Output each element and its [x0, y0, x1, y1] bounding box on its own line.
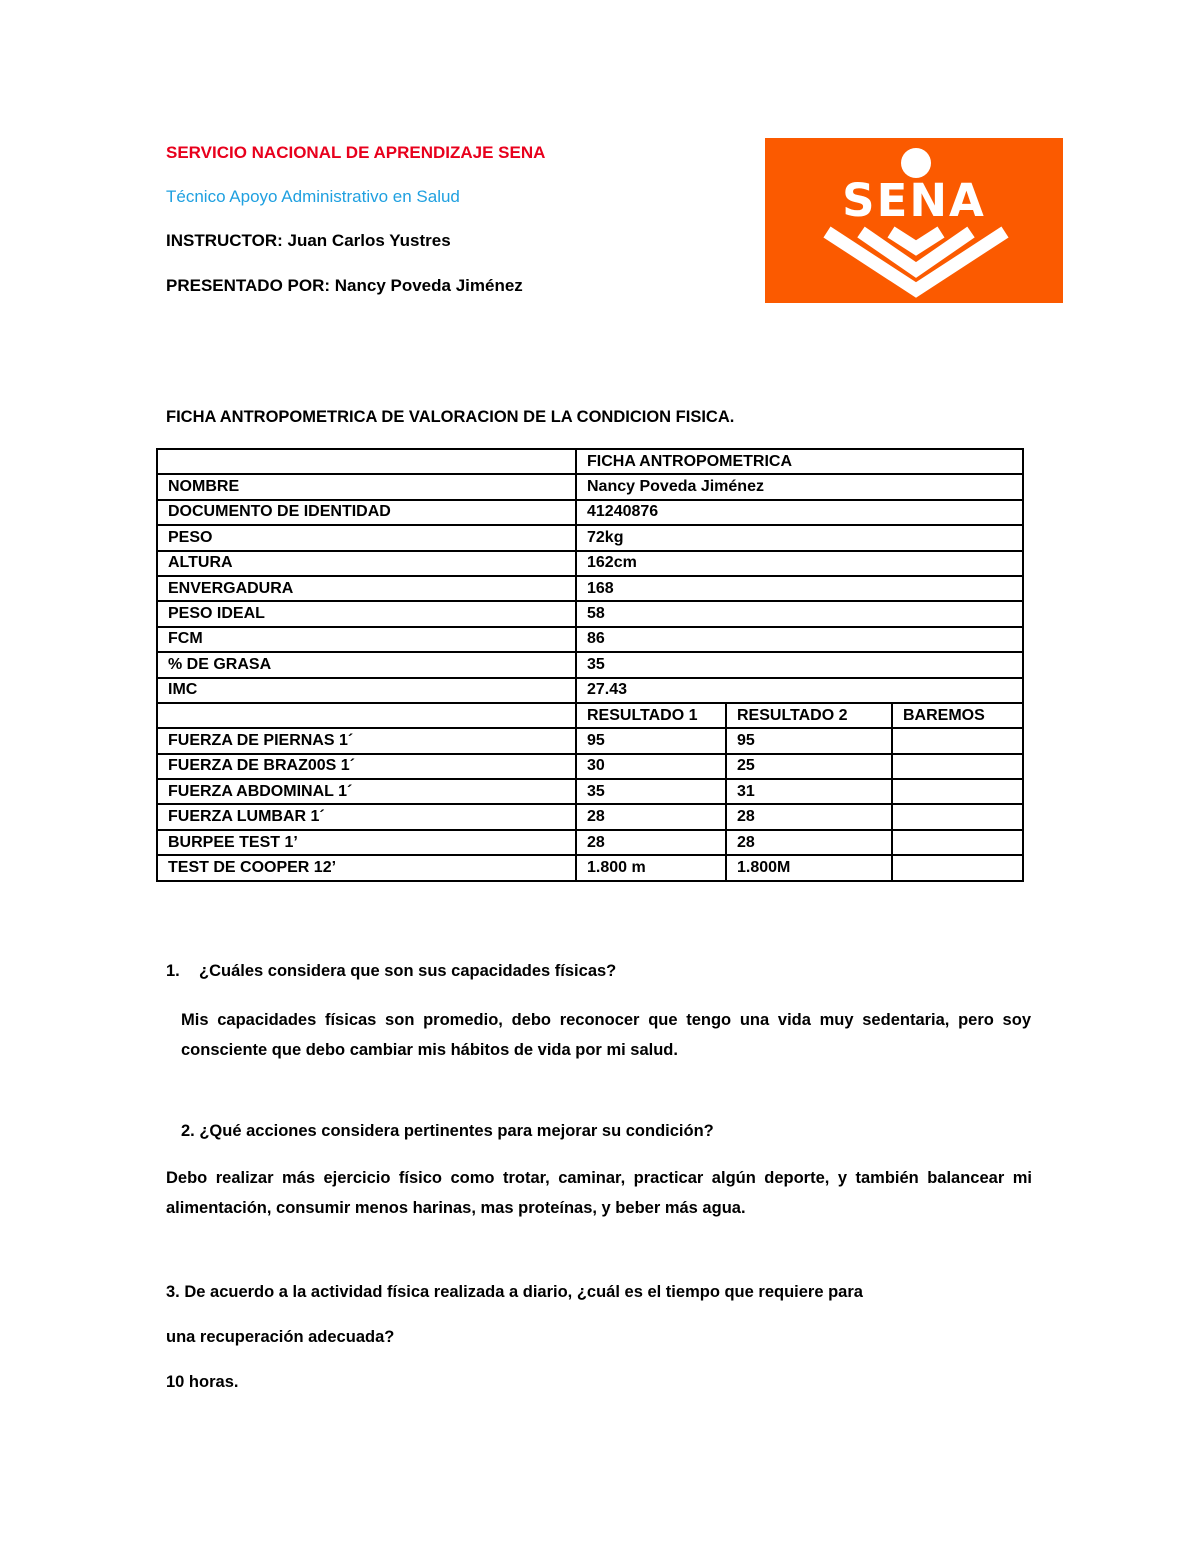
- table-row: [157, 525, 1023, 550]
- table-row: [157, 576, 1023, 601]
- test-result-1: 30: [576, 754, 726, 779]
- table-row: [157, 678, 1023, 703]
- question-3-line-1: 3. De acuerdo a la actividad física realizada a diario, ¿cuál es el tiempo que requiere para: [166, 1283, 863, 1301]
- test-result-2: 95: [726, 728, 892, 753]
- test-baremo: [892, 754, 1023, 779]
- test-label: FUERZA ABDOMINAL 1´: [157, 779, 576, 804]
- row-label: PESO: [157, 525, 576, 550]
- row-value: 86: [576, 627, 1023, 652]
- question-3-line-2: una recuperación adecuada?: [166, 1328, 395, 1346]
- row-label: PESO IDEAL: [157, 601, 576, 626]
- test-row: [157, 754, 1023, 779]
- row-value: 35: [576, 652, 1023, 677]
- test-baremo: [892, 779, 1023, 804]
- test-result-1: 28: [576, 830, 726, 855]
- test-result-1: 28: [576, 804, 726, 829]
- row-value: 58: [576, 601, 1023, 626]
- table-row: [157, 551, 1023, 576]
- test-row: [157, 830, 1023, 855]
- test-row: [157, 728, 1023, 753]
- answer-2: Debo realizar más ejercicio físico como trotar, caminar, practicar algún deporte, y también balancear mi alimentación, consumir menos harinas, mas proteínas, y beber más agua.: [166, 1169, 1032, 1217]
- table-heading: FICHA ANTROPOMETRICA: [576, 449, 1023, 474]
- table-cell-empty: [157, 703, 576, 728]
- test-row: [157, 855, 1023, 880]
- test-baremo: [892, 728, 1023, 753]
- test-row: [157, 804, 1023, 829]
- sena-logo-text: SENA: [842, 174, 986, 227]
- answer-3: 10 horas.: [166, 1373, 239, 1391]
- row-value: 27.43: [576, 678, 1023, 703]
- question-1: ¿Cuáles considera que son sus capacidades físicas?: [199, 962, 617, 980]
- table-row: [157, 474, 1023, 499]
- row-value: 162cm: [576, 551, 1023, 576]
- test-column-header: RESULTADO 1: [576, 703, 726, 728]
- row-label: NOMBRE: [157, 474, 576, 499]
- row-label: % DE GRASA: [157, 652, 576, 677]
- row-label: DOCUMENTO DE IDENTIDAD: [157, 500, 576, 525]
- table-row: [157, 627, 1023, 652]
- row-label: IMC: [157, 678, 576, 703]
- test-baremo: [892, 830, 1023, 855]
- table-cell-empty: [157, 449, 576, 474]
- table-row: [157, 601, 1023, 626]
- row-label: ENVERGADURA: [157, 576, 576, 601]
- row-label: FCM: [157, 627, 576, 652]
- question-2: 2. ¿Qué acciones considera pertinentes para mejorar su condición?: [181, 1122, 714, 1140]
- test-label: FUERZA DE BRAZ00S 1´: [157, 754, 576, 779]
- answer-1: Mis capacidades físicas son promedio, debo reconocer que tengo una vida muy sedentaria, pero soy consciente que debo cambiar mis hábitos de vida por mi salud.: [181, 1011, 1031, 1059]
- test-result-1: 35: [576, 779, 726, 804]
- sena-logo: [765, 138, 1063, 303]
- row-label: ALTURA: [157, 551, 576, 576]
- test-result-1: 1.800 m: [576, 855, 726, 880]
- question-1-number: 1.: [166, 962, 180, 980]
- test-result-1: 95: [576, 728, 726, 753]
- test-result-2: 1.800M: [726, 855, 892, 880]
- test-column-header: BAREMOS: [892, 703, 1023, 728]
- test-label: BURPEE TEST 1’: [157, 830, 576, 855]
- test-result-2: 28: [726, 804, 892, 829]
- table-row: [157, 500, 1023, 525]
- row-value: 168: [576, 576, 1023, 601]
- table-row: [157, 652, 1023, 677]
- section-title: FICHA ANTROPOMETRICA DE VALORACION DE LA CONDICION FISICA.: [166, 408, 735, 426]
- row-value: 41240876: [576, 500, 1023, 525]
- test-result-2: 28: [726, 830, 892, 855]
- instructor-line: INSTRUCTOR: Juan Carlos Yustres: [166, 231, 451, 250]
- organization-name: SERVICIO NACIONAL DE APRENDIZAJE SENA: [166, 143, 546, 162]
- test-label: FUERZA DE PIERNAS 1´: [157, 728, 576, 753]
- test-baremo: [892, 804, 1023, 829]
- table-heading-row: [157, 449, 1023, 474]
- test-label: TEST DE COOPER 12’: [157, 855, 576, 880]
- test-row: [157, 779, 1023, 804]
- test-label: FUERZA LUMBAR 1´: [157, 804, 576, 829]
- anthropometric-table: [156, 448, 1024, 882]
- test-header-row: [157, 703, 1023, 728]
- row-value: Nancy Poveda Jiménez: [576, 474, 1023, 499]
- test-baremo: [892, 855, 1023, 880]
- row-value: 72kg: [576, 525, 1023, 550]
- presenter-line: PRESENTADO POR: Nancy Poveda Jiménez: [166, 276, 523, 295]
- program-name: Técnico Apoyo Administrativo en Salud: [166, 187, 460, 206]
- test-column-header: RESULTADO 2: [726, 703, 892, 728]
- test-result-2: 25: [726, 754, 892, 779]
- test-result-2: 31: [726, 779, 892, 804]
